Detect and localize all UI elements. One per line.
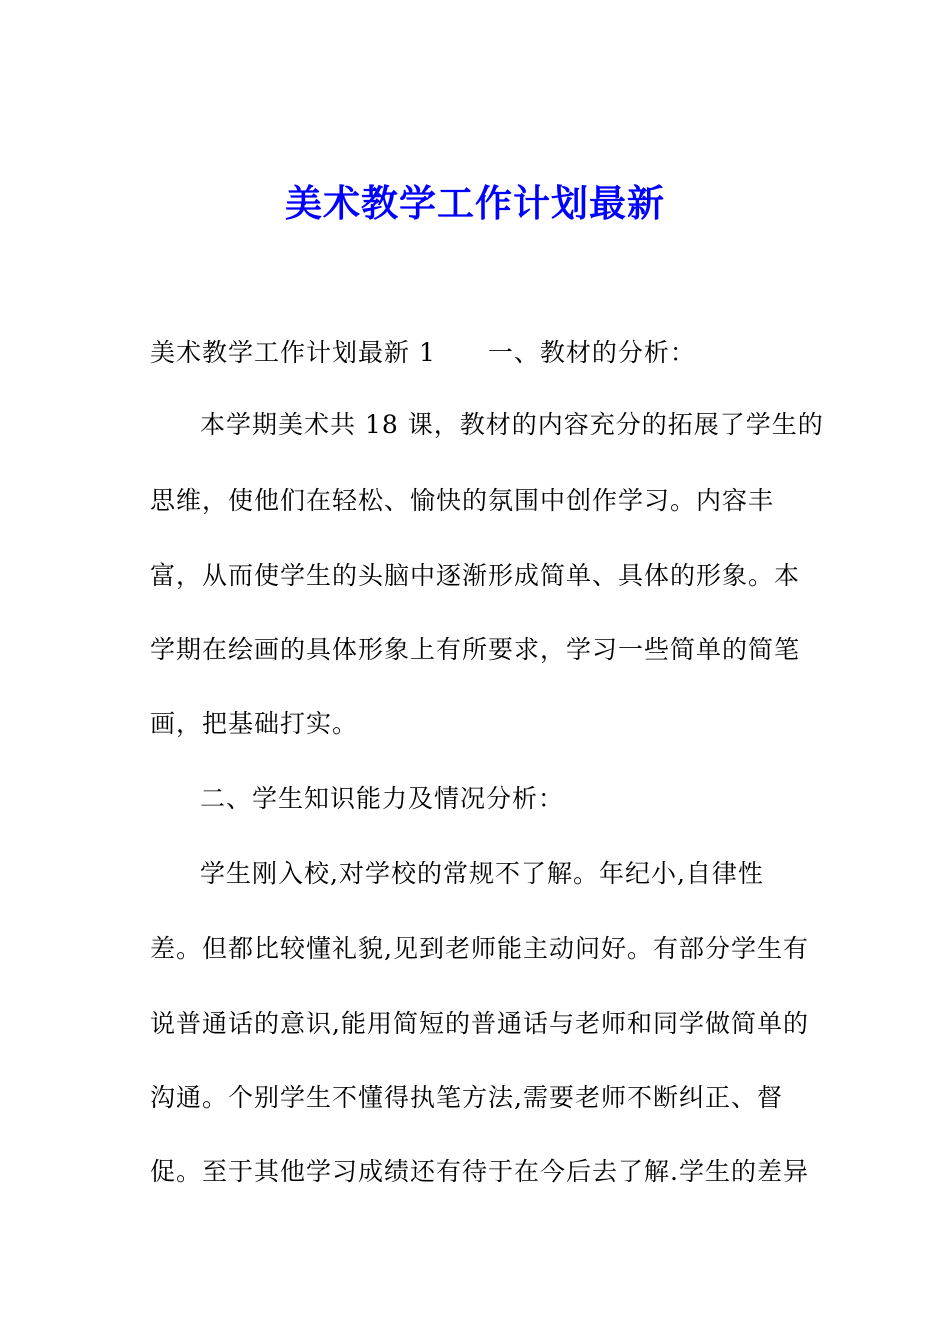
paragraph-line: 本学期美术共 18 课，教材的内容充分的拓展了学生的 [200, 410, 824, 439]
section-heading-students: 二、学生知识能力及情况分析： [200, 784, 565, 813]
paragraph-line: 富，从而使学生的头脑中逐渐形成简单、具体的形象。本 [150, 561, 801, 590]
document-title: 美术教学工作计划最新 [285, 181, 665, 225]
paragraph-line: 差。但都比较懂礼貌,见到老师能主动问好。有部分学生有 [150, 934, 809, 963]
paragraph-line: 画，把基础打实。 [150, 709, 359, 738]
paragraph-line: 学期在绘画的具体形象上有所要求，学习一些简单的简笔 [150, 635, 801, 664]
paragraph-line: 学生刚入校,对学校的常规不了解。年纪小,自律性 [200, 859, 764, 888]
section-heading-textbook: 一、教材的分析： [487, 338, 696, 367]
first-line [150, 336, 696, 370]
paragraph-line: 思维，使他们在轻松、愉快的氛围中创作学习。内容丰 [150, 486, 775, 515]
paragraph-line: 沟通。个别学生不懂得执笔方法,需要老师不断纠正、督 [150, 1083, 783, 1112]
paragraph-line: 说普通话的意识,能用简短的普通话与老师和同学做简单的 [150, 1009, 809, 1038]
plan-heading: 美术教学工作计划最新 1 [150, 338, 436, 367]
paragraph-line: 促。至于其他学习成绩还有待于在今后去了解.学生的差异 [150, 1157, 809, 1186]
